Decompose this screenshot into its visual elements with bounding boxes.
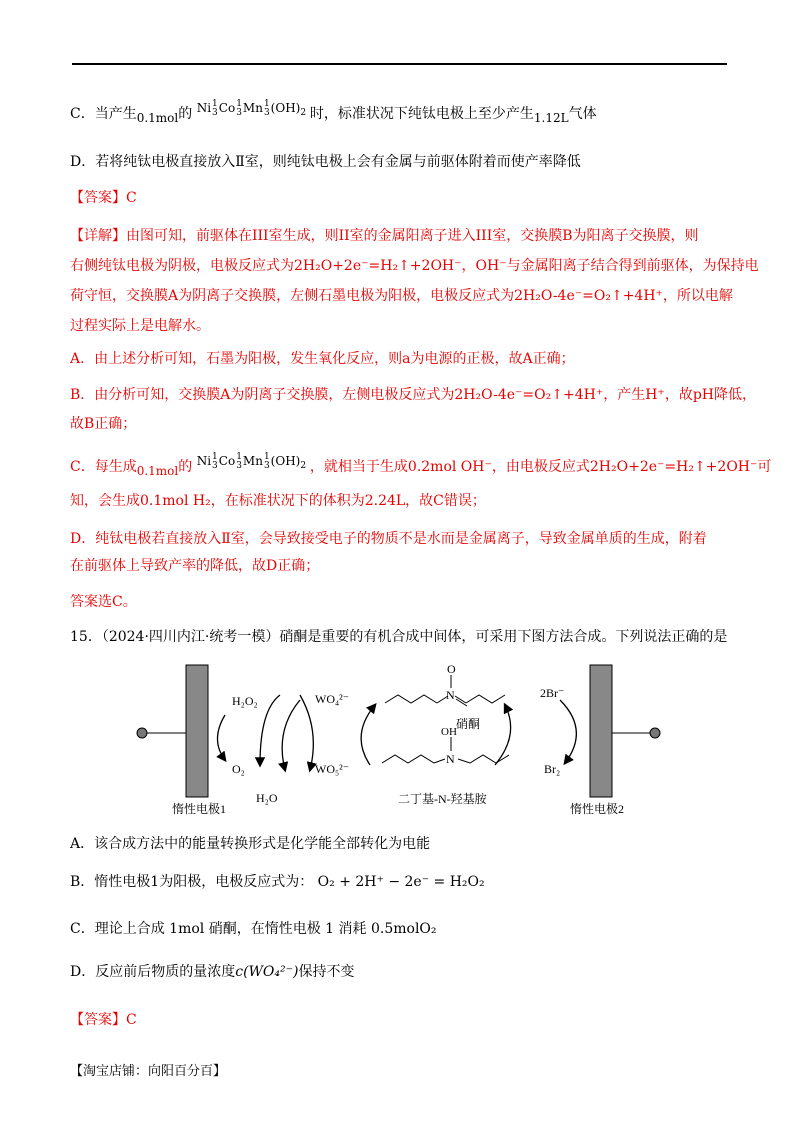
- nitrone-name-label: 硝酮: [456, 717, 481, 731]
- option-c-prefix: C．当产生: [70, 106, 137, 122]
- amine-oh-label: OH: [441, 726, 457, 738]
- wo4-label: WO₄²⁻: [315, 692, 350, 706]
- detail-line-2: 右侧纯钛电极为阴极，电极反应式为2H₂O+2e⁻=H₂↑+2OH⁻，OH⁻与金属阳离子结合得到前驱体，为保持电: [70, 258, 759, 274]
- detail-line-1: 【详解】由图可知，前驱体在III室生成，则II室的金属阳离子进入III室，交换膜B为阳离子交换膜，则: [70, 228, 699, 244]
- option-c-end: 气体: [568, 106, 597, 122]
- question-15-option-a: A．该合成方法中的能量转换形式是化学能全部转化为电能: [70, 836, 431, 852]
- nitrone-oxygen-label: O: [447, 662, 456, 676]
- question-15-answer: 【答案】C: [70, 1012, 137, 1028]
- nitrone-nitrogen-label: N: [446, 688, 455, 702]
- precursor-formula: Ni1 3Co1 3Mn1 $3(OH)_2$: [196, 98, 307, 118]
- bromide-label: 2Br⁻: [540, 686, 565, 700]
- answer-label: 【答案】C: [70, 190, 137, 206]
- inert-electrode-2: [590, 665, 612, 797]
- terminal-1-icon: [137, 728, 147, 738]
- detail-line-3: 荷守恒，交换膜A为阴离子交换膜，左侧石墨电极为阳极，电极反应式为2H₂O-4e⁻=O₂↑+4H⁺，所以电解: [70, 288, 733, 304]
- shop-footer: 【淘宝店铺：向阳百分百】: [70, 1064, 227, 1079]
- detail-d-1: D．纯钛电极若直接放入Ⅱ室，会导致接受电子的物质不是水而是金属离子，导致金属单质的生成，附着: [70, 531, 707, 547]
- question-15-option-c: C．理论上合成 1mol 硝酮，在惰性电极 1 消耗 0.5molO₂: [70, 921, 437, 937]
- option-c-de: 的: [178, 106, 193, 122]
- o2-label: O₂: [232, 762, 245, 776]
- precursor-formula-2: Ni1 3Co1 3Mn1 $3(OH)_2$: [196, 451, 307, 471]
- detail-d-2: 在前驱体上导致产率的降低，故D正确；: [70, 558, 320, 574]
- option-c: [70, 98, 760, 129]
- header-rule: [72, 63, 727, 65]
- detail-line-4: 过程实际上是电解水。: [70, 318, 210, 334]
- option-d: D．若将纯钛电极直接放入Ⅱ室，则纯钛电极上会有金属与前驱体附着而使产率降低: [70, 154, 581, 170]
- question-15-option-b: B．惰性电极1为阳极，电极反应式为： O₂ + 2H⁺ − 2e⁻ = H₂O₂: [70, 874, 485, 890]
- inert-electrode-1: [186, 665, 208, 797]
- detail-c-1: C．每生成0.1mol的 Ni1 3Co1 3Mn1 $3(OH)_2$ ，就相当于生成0.2mol OH⁻，由电极反应式2H₂O+2e⁻=H₂↑+2OH⁻可: [70, 451, 772, 478]
- option-c-oxygen-amount: 0.5molO₂: [370, 921, 437, 937]
- electrode-2-label: 惰性电极2: [570, 802, 625, 816]
- electrode-1-label: 惰性电极1: [172, 802, 227, 816]
- tungstate-concentration: c(WO₄²⁻): [235, 964, 299, 980]
- option-b-equation: O₂ + 2H⁺ − 2e⁻ = H₂O₂: [317, 874, 485, 890]
- question-15-stem: 15．（2024·四川内江·统考一模）硝酮是重要的有机合成中间体，可采用下图方法合成。下列说法正确的是: [70, 629, 728, 645]
- electrosynthesis-diagram: [120, 655, 680, 820]
- option-c-amount: 0.1mol: [136, 111, 179, 125]
- detail-c-2: 知，会生成0.1mol H₂，在标准状况下的体积为2.24L，故C错误；: [70, 493, 486, 509]
- terminal-2-icon: [650, 728, 660, 738]
- h2o-label: H₂O: [256, 791, 278, 805]
- bromine-label: Br₂: [544, 762, 561, 776]
- detail-b-2: 故B正确；: [70, 416, 137, 432]
- amine-nitrogen-label: N: [446, 752, 455, 766]
- detail-a: A．由上述分析可知，石墨为阳极，发生氧化反应，则a为电源的正极，故A正确；: [70, 351, 575, 367]
- detail-b-1: B．由分析可知，交换膜A为阴离子交换膜，左侧电极反应式为2H₂O-4e⁻=O₂↑+4H⁺，产生H⁺，故pH降低，: [70, 387, 756, 403]
- answer-choice: 答案选C。: [70, 594, 137, 610]
- question-15-option-d: D．反应前后物质的量浓度c(WO₄²⁻)保持不变: [70, 964, 355, 980]
- option-c-mid: 时，标准状况下纯钛电极上至少产生: [309, 106, 534, 122]
- wo5-label: WO₅²⁻: [315, 762, 350, 776]
- h2o2-label: H₂O₂: [232, 694, 258, 708]
- amine-name-label: 二丁基-N-羟基胺: [398, 792, 487, 806]
- option-c-volume: 1.12L: [533, 111, 569, 125]
